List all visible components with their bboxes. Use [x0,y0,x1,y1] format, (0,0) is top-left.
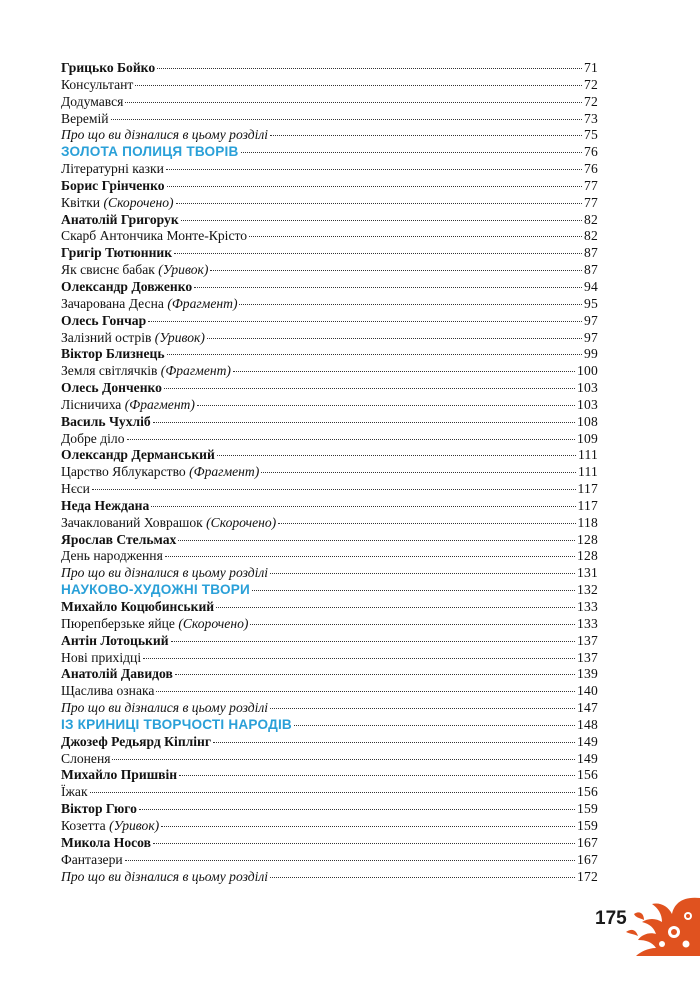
dot-leader [153,422,575,423]
entry-title-text: Квітки [61,194,101,210]
dot-leader [125,860,575,861]
toc-entry-title [61,599,214,616]
toc-page-number: 137 [577,632,598,648]
toc-entry-work [61,784,598,801]
toc-entry-title [61,515,276,532]
dot-leader [249,236,582,237]
toc-entry-title [61,532,176,549]
dot-leader [197,405,575,406]
entry-subtitle: (Скорочено) [178,615,249,631]
entry-title-text: Царство Яблукарство [61,464,186,480]
dot-leader [179,775,575,776]
entry-title-text: Михайло Коцюбинський [61,599,215,614]
toc-page-number: 77 [584,177,598,193]
entry-title-text: Віктор Близнець [61,346,165,362]
dot-leader [112,759,575,760]
dot-leader [166,169,582,170]
toc-entry-title [61,330,205,347]
entry-title-text: Лісничиха [61,396,122,412]
entry-subtitle: (Уривок) [158,262,209,278]
toc-entry-title [61,94,123,111]
toc-page-number: 159 [577,817,598,833]
entry-title-text: Скарб Антончика Монте-Крісто [61,228,248,244]
toc-entry-author [61,60,598,77]
dot-leader [153,843,575,844]
toc-entry-title [61,498,149,515]
toc-entry-title [61,548,163,565]
toc-entry-author [61,212,598,229]
entry-title-text: Веремій [61,110,109,126]
toc-entry-title [61,161,164,178]
toc-entry-title [61,77,133,94]
toc-entry-title [61,835,151,852]
entry-subtitle: (Фрагмент) [124,396,195,412]
toc-page-number: 71 [584,60,598,75]
toc-entry-author [61,346,598,363]
toc-entry-title [61,60,155,77]
entry-title-text: День народження [61,548,163,564]
entry-title-text: Літературні казки [61,161,164,177]
dot-leader [178,540,575,541]
entry-subtitle: (Фрагмент) [160,363,231,379]
dot-leader [233,371,575,372]
dot-leader [167,186,582,187]
toc-page-number: 87 [584,262,598,278]
toc-page-number: 140 [577,683,598,699]
toc-page-number: 97 [584,312,598,328]
toc-page-number: 82 [584,228,598,244]
entry-title-text: Микола Носов [61,834,151,850]
toc-entry-author [61,734,598,751]
toc-entry-summary [61,700,598,717]
toc-entry-author [61,633,598,650]
dot-leader [156,691,575,692]
toc-page-number: 76 [584,161,598,177]
dot-leader [139,809,575,810]
entry-title-text: Про що ви дізналися в цьому розділі [61,127,269,143]
toc-page-number: 148 [577,716,598,732]
entry-title-text: Анатолій Давидов [61,666,173,682]
toc-entry-work [61,296,598,313]
entry-subtitle: (Уривок) [109,817,160,833]
toc-entry-title [61,633,169,650]
toc-page-number: 99 [584,346,598,362]
toc-page-number: 137 [577,649,598,665]
entry-title-text: Джозеф Редьярд Кіплінг [61,733,212,749]
toc-entry-title [61,127,268,144]
entry-title-text: Олесь Донченко [61,380,162,396]
dot-leader [127,439,576,440]
toc-page-number: 128 [577,531,598,547]
dot-leader [148,321,582,322]
toc-entry-title [61,801,137,818]
dot-leader [175,674,575,675]
toc-entry-summary [61,565,598,582]
toc-page-number: 149 [577,750,598,766]
toc-entry-title [61,565,268,582]
toc-entry-title [61,818,159,835]
dot-leader [270,573,575,574]
entry-title-text: Додумався [61,93,124,109]
toc-entry-section [61,717,598,734]
toc-page-number: 95 [584,295,598,311]
toc-page-number: 72 [584,93,598,109]
toc-entry-title [61,616,248,633]
toc-entry-work [61,111,598,128]
toc-entry-work [61,262,598,279]
dot-leader [239,304,582,305]
entry-title-text: Їжак [61,784,88,800]
toc-entry-author [61,599,598,616]
toc-page-number: 72 [584,76,598,92]
dot-leader [278,523,575,524]
dot-leader [194,287,582,288]
entry-title-text: ЗОЛОТА ПОЛИЦЯ ТВОРІВ [61,144,239,160]
toc-entry-title [61,784,88,801]
dot-leader [270,708,575,709]
entry-title-text: Антін Лотоцький [61,632,169,648]
toc-entry-title [61,144,239,161]
toc-page-number: 159 [577,801,598,817]
entry-title-text: Консультант [61,76,134,92]
toc-page-number: 103 [577,396,598,412]
entry-title-text: Неда Неждана [61,497,150,513]
dot-leader [261,472,576,473]
dot-leader [252,590,575,591]
toc-entry-title [61,245,172,262]
toc-page-number: 156 [577,784,598,800]
entry-title-text: Ярослав Стельмах [61,531,177,547]
entry-title-text: Нєси [61,481,90,497]
toc-page-number: 131 [577,565,598,581]
dot-leader [207,338,582,339]
toc-entry-title [61,582,250,599]
toc-entry-author [61,666,598,683]
toc-page-number: 109 [577,430,598,446]
toc-entry-title [61,666,173,683]
toc-entry-title [61,734,211,751]
entry-title-text: Олександр Довженко [61,278,193,294]
toc-entry-author [61,245,598,262]
entry-title-text: Василь Чухліб [61,413,151,429]
entry-title-text: Михайло Пришвін [61,767,178,783]
dot-leader [90,792,575,793]
toc-page-number: 117 [577,497,598,513]
toc-entry-summary [61,869,598,886]
toc-entry-title [61,852,123,869]
toc-entry-title [61,683,154,700]
toc-page-number: 172 [577,868,598,884]
dot-leader [213,742,575,743]
toc-entry-work [61,818,598,835]
toc-entry-work [61,464,598,481]
toc-page-number: 167 [577,834,598,850]
dot-leader [111,119,582,120]
dot-leader [167,354,582,355]
entry-title-text: Залізний острів [61,329,152,345]
toc-page-number: 167 [577,851,598,867]
dot-leader [135,85,582,86]
toc-page-number: 117 [577,481,598,497]
toc-entry-work [61,683,598,700]
entry-title-text: Слоненя [61,750,111,766]
entry-title-text: Добре діло [61,430,125,446]
entry-subtitle: (Фрагмент) [189,464,260,480]
toc-page-number: 133 [577,615,598,631]
dot-leader [181,220,582,221]
toc-entry-author [61,767,598,784]
dot-leader [164,388,575,389]
entry-subtitle: (Скорочено) [103,194,174,210]
dot-leader [165,556,575,557]
toc-entry-work [61,363,598,380]
toc-entry-author [61,279,598,296]
toc-entry-author [61,532,598,549]
toc-page-number: 128 [577,548,598,564]
dot-leader [151,506,575,507]
toc-page-number: 132 [577,582,598,598]
entry-subtitle: (Уривок) [154,329,205,345]
toc-entry-title [61,481,90,498]
entry-title-text: Нові прихідці [61,649,142,665]
toc-entry-title [61,767,177,784]
toc-page-number: 111 [578,447,598,463]
toc-entry-author [61,498,598,515]
entry-title-text: Пюрепберзьке яйце [61,615,175,631]
ornament-icon [622,892,700,956]
toc-entry-work [61,650,598,667]
entry-title-text: ІЗ КРИНИЦІ ТВОРЧОСТІ НАРОДІВ [61,716,292,732]
toc-entry-title [61,296,237,313]
toc-entry-work [61,94,598,111]
toc-page-number: 118 [577,514,598,530]
toc-entry-title [61,111,109,128]
toc-entry-author [61,313,598,330]
toc-entry-author [61,801,598,818]
toc-page-number: 147 [577,700,598,716]
toc-entry-title [61,464,259,481]
toc-entry-title [61,212,179,229]
entry-title-text: Борис Грінченко [61,177,165,193]
entry-title-text: Про що ви дізналися в цьому розділі [61,700,269,716]
toc-entry-work [61,397,598,414]
entry-title-text: Козетта [61,817,106,833]
toc-entry-work [61,77,598,94]
toc-entry-title [61,869,268,886]
toc-page-number: 111 [578,464,598,480]
dot-leader [174,253,582,254]
dot-leader [210,270,582,271]
toc-entry-section [61,144,598,161]
dot-leader [143,658,575,659]
dot-leader [92,489,576,490]
toc-entry-work [61,515,598,532]
toc-entry-work [61,195,598,212]
toc-entry-title [61,313,146,330]
toc-entry-work [61,548,598,565]
toc-entry-title [61,414,151,431]
toc-entry-title [61,717,292,734]
toc-entry-work [61,616,598,633]
dot-leader [157,68,582,69]
toc-page-number: 100 [577,363,598,379]
toc-entry-section [61,582,598,599]
dot-leader [270,135,582,136]
toc-page-number: 149 [577,733,598,749]
toc-entry-title [61,447,215,464]
toc-entry-title [61,431,125,448]
toc-page-number: 82 [584,211,598,227]
dot-leader [294,725,575,726]
entry-subtitle: (Скорочено) [206,514,277,530]
page-number: 175 [595,908,627,929]
toc-entry-work [61,852,598,869]
toc-entry-title [61,397,195,414]
toc-entry-title [61,346,165,363]
toc-entry-work [61,431,598,448]
toc-page-number: 94 [584,278,598,294]
toc-page-number: 77 [584,194,598,210]
toc-entry-title [61,228,247,245]
toc-entry-title [61,363,231,380]
entry-title-text: Грицько Бойко [61,60,156,75]
toc-entry-author [61,380,598,397]
toc-page-number: 97 [584,329,598,345]
toc-entry-title [61,380,162,397]
toc-page-number: 87 [584,245,598,261]
entry-title-text: Про що ви дізналися в цьому розділі [61,868,269,884]
toc-entry-title [61,279,192,296]
entry-title-text: Земля світлячків [61,363,158,379]
dot-leader [216,607,575,608]
entry-title-text: Зачарована Десна [61,295,164,311]
toc-entry-title [61,700,268,717]
toc-entry-work [61,161,598,178]
dot-leader [161,826,575,827]
entry-title-text: Щаслива ознака [61,683,155,699]
toc-page-number: 73 [584,110,598,126]
entry-title-text: Про що ви дізналися в цьому розділі [61,565,269,581]
dot-leader [171,641,575,642]
dot-leader [217,455,576,456]
toc-page-number: 133 [577,599,598,614]
toc-entry-work [61,751,598,768]
toc-entry-title [61,178,165,195]
entry-title-text: Анатолій Григорук [61,211,179,227]
toc-entry-title [61,650,141,667]
entry-title-text: Григір Тютюнник [61,245,173,261]
table-of-contents [61,60,598,885]
entry-title-text: Як свиснє бабак [61,262,155,278]
toc-entry-work [61,481,598,498]
toc-page-number: 108 [577,413,598,429]
toc-entry-title [61,262,208,279]
toc-entry-summary [61,127,598,144]
dot-leader [250,624,575,625]
entry-title-text: Зачаклований Ховрашок [61,514,203,530]
entry-title-text: НАУКОВО-ХУДОЖНІ ТВОРИ [61,582,250,598]
toc-page-number: 76 [584,144,598,160]
toc-page-number: 103 [577,380,598,396]
entry-title-text: Олесь Гончар [61,312,147,328]
toc-entry-title [61,195,174,212]
toc-page-number: 75 [584,127,598,143]
dot-leader [125,102,582,103]
dot-leader [241,152,582,153]
toc-entry-author [61,447,598,464]
toc-entry-author [61,178,598,195]
entry-title-text: Віктор Гюго [61,801,137,817]
toc-entry-author [61,835,598,852]
entry-title-text: Олександр Дерманський [61,447,215,463]
entry-title-text: Фантазери [61,851,123,867]
entry-subtitle: (Фрагмент) [167,295,238,311]
toc-entry-work [61,228,598,245]
toc-entry-author [61,414,598,431]
toc-page-number: 139 [577,666,598,682]
dot-leader [270,877,575,878]
toc-entry-title [61,751,110,768]
dot-leader [176,203,582,204]
toc-page-number: 156 [577,767,598,783]
toc-entry-work [61,330,598,347]
